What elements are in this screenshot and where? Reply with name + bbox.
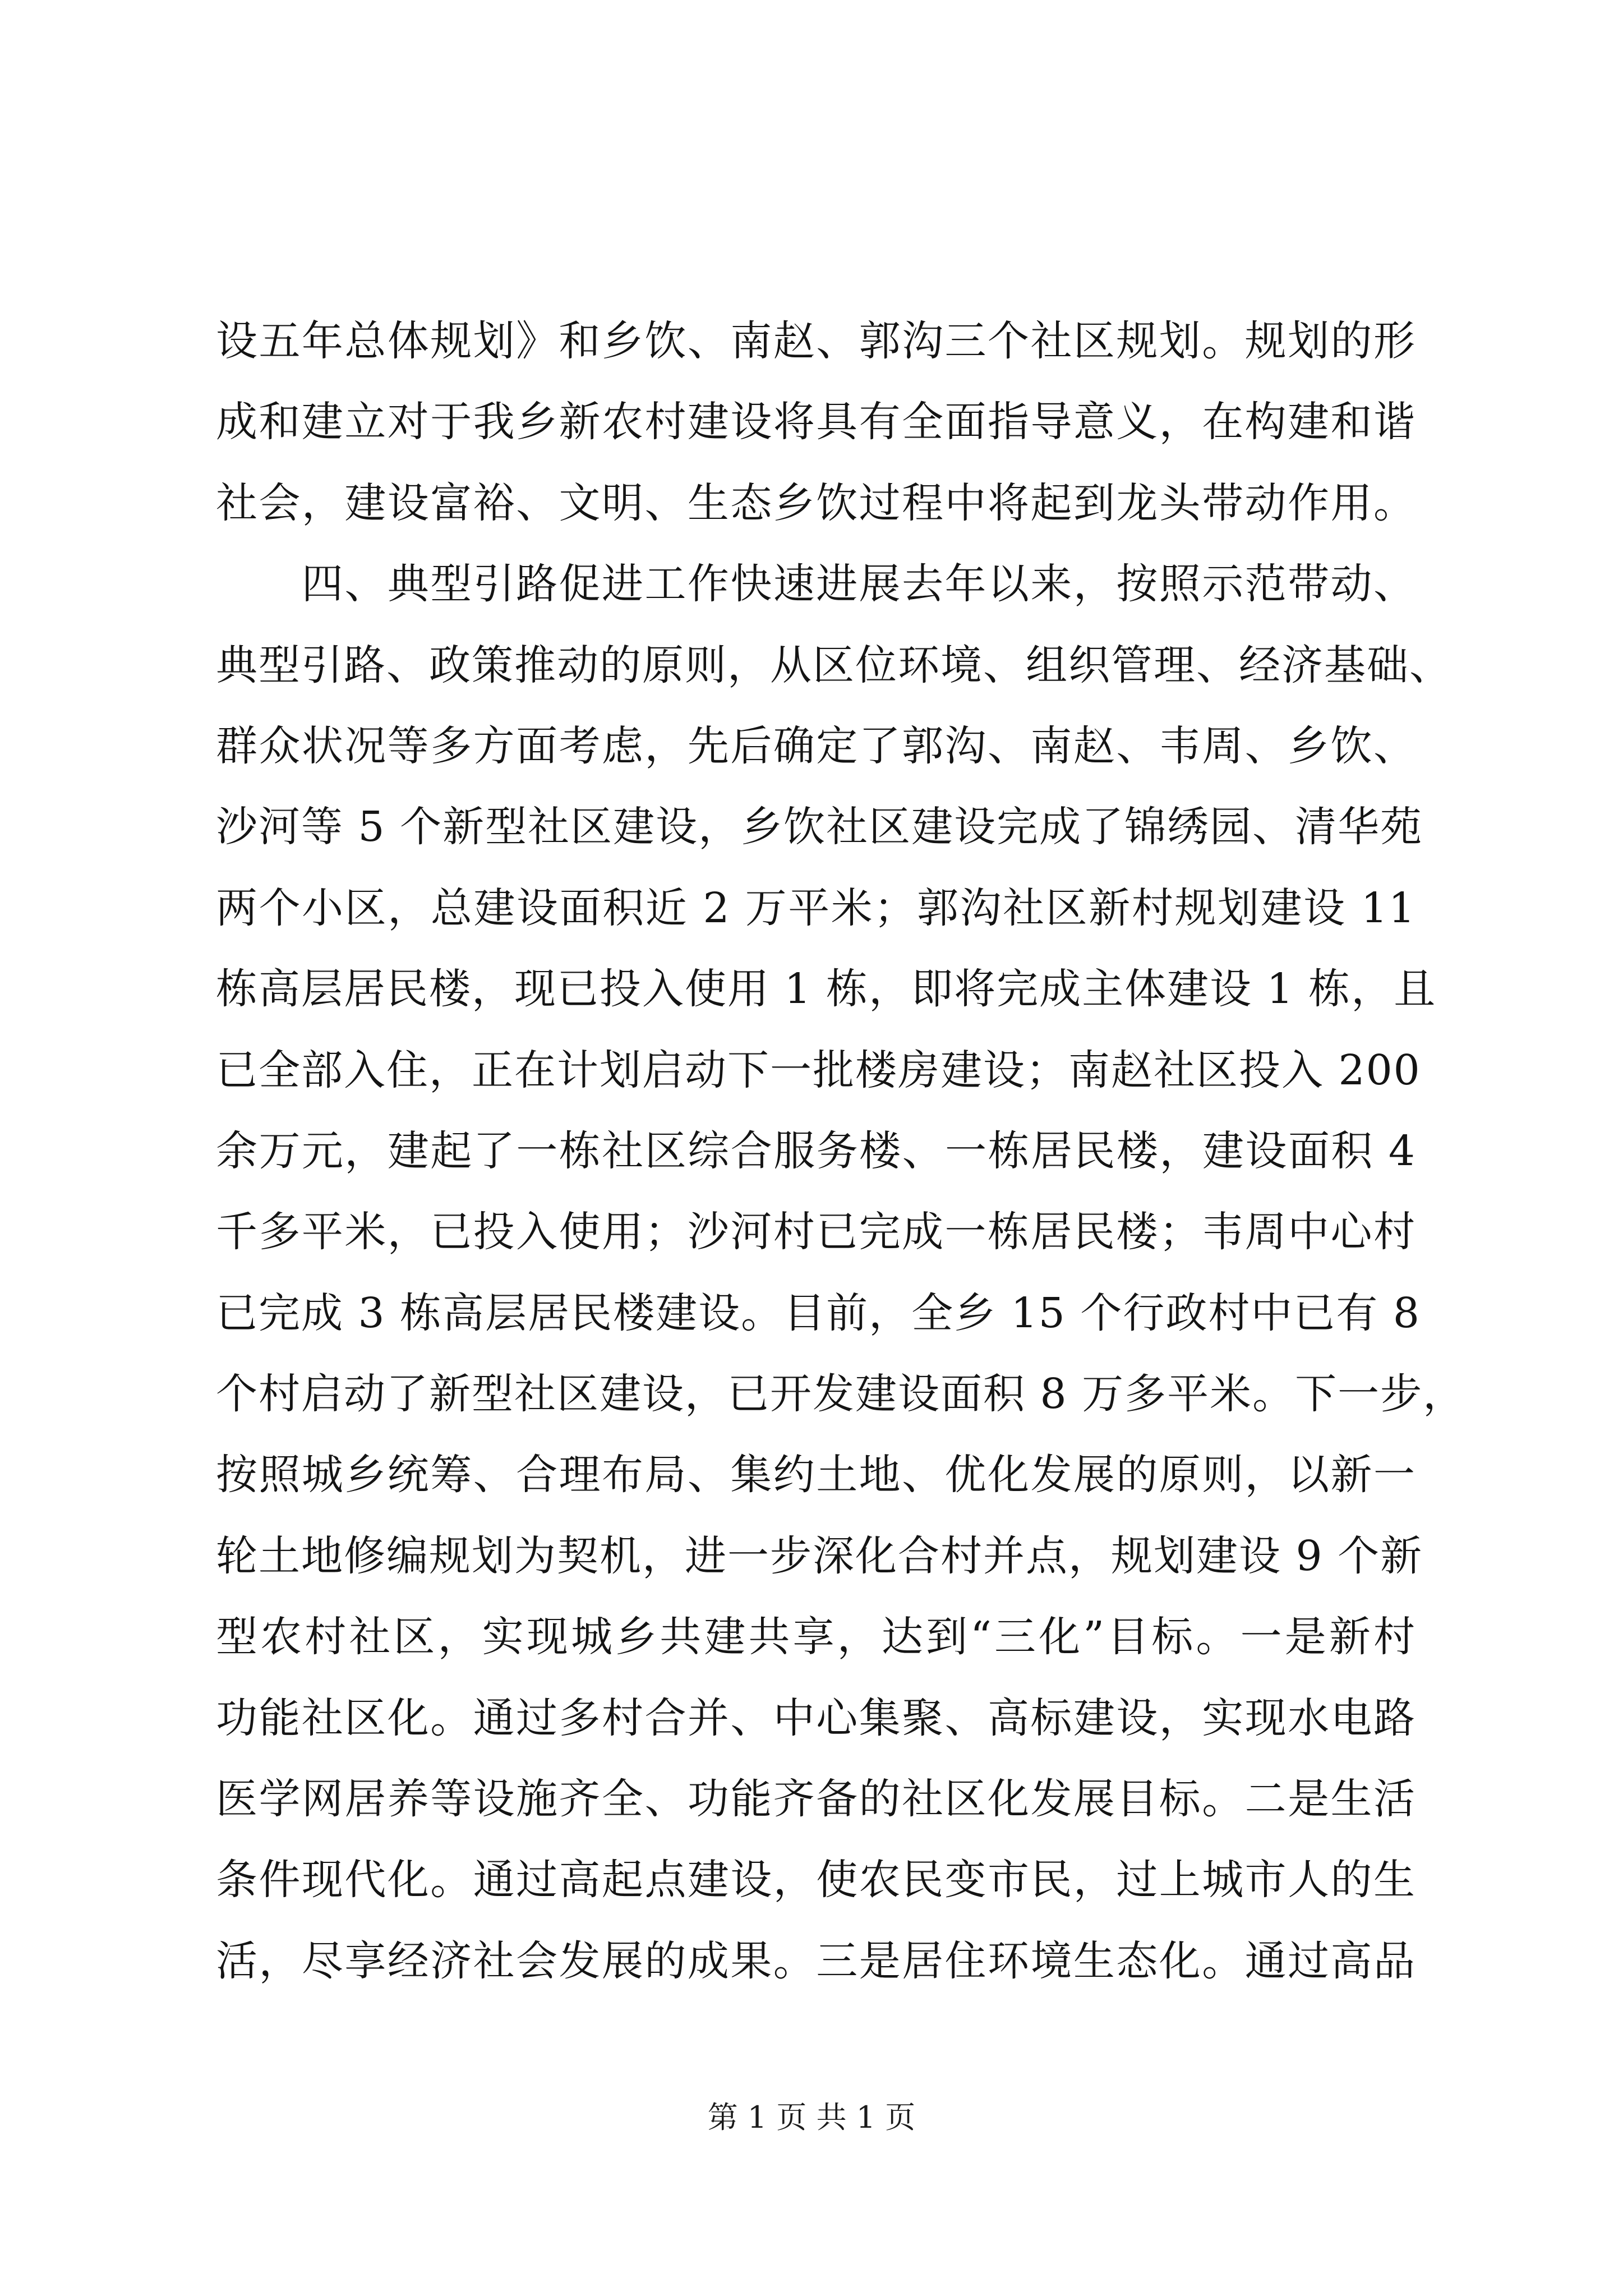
text-line: 个村启动了新型社区建设，已开发建设面积 8 万多平米。下一步，: [216, 1370, 1466, 1419]
text-line: 千多平米，已投入使用；沙河村已完成一栋居民楼；韦周中心村: [216, 1208, 1416, 1257]
text-line: 社会，建设富裕、文明、生态乡饮过程中将起到龙头带动作用。: [216, 478, 1416, 527]
text-line: 典型引路、政策推动的原则，从区位环境、组织管理、经济基础、: [216, 641, 1452, 689]
text-line: 余万元，建起了一栋社区综合服务楼、一栋居民楼，建设面积 4: [216, 1126, 1416, 1175]
text-line: 条件现代化。通过高起点建设，使农民变市民，过上城市人的生: [216, 1856, 1416, 1904]
text-line: 设五年总体规划》和乡饮、南赵、郭沟三个社区规划。规划的形: [216, 317, 1416, 365]
text-line: 四、典型引路促进工作快速进展去年以来，按照示范带动、: [216, 560, 1416, 609]
text-line: 已全部入住，正在计划启动下一批楼房建设；南赵社区投入 200: [216, 1046, 1421, 1094]
page-footer: 第 1 页 共 1 页: [707, 2100, 916, 2135]
text-line: 功能社区化。通过多村合并、中心集聚、高标建设，实现水电路: [216, 1694, 1416, 1742]
text-line: 按照城乡统筹、合理布局、集约土地、优化发展的原则，以新一: [216, 1451, 1416, 1499]
text-line: 群众状况等多方面考虑，先后确定了郭沟、南赵、韦周、乡饮、: [216, 721, 1416, 770]
text-line: 医学网居养等设施齐全、功能齐备的社区化发展目标。二是生活: [216, 1775, 1416, 1824]
text-line: 活，尽享经济社会发展的成果。三是居住环境生态化。通过高品: [216, 1936, 1416, 1985]
body-text: [216, 301, 1466, 2001]
text-line: 轮土地修编规划为契机，进一步深化合村并点，规划建设 9 个新: [216, 1531, 1423, 1580]
text-line: 两个小区，总建设面积近 2 万平米；郭沟社区新村规划建设 11: [216, 884, 1416, 932]
text-line: 栋高层居民楼，现已投入使用 1 栋，即将完成主体建设 1 栋，且: [216, 965, 1437, 1014]
text-line: 成和建立对于我乡新农村建设将具有全面指导意义，在构建和谐: [216, 398, 1416, 447]
text-line: 沙河等 5 个新型社区建设，乡饮社区建设完成了锦绣园、清华苑: [216, 803, 1423, 852]
text-line: 已完成 3 栋高层居民楼建设。目前，全乡 15 个行政村中已有 8: [216, 1289, 1421, 1337]
text-line: 型农村社区，实现城乡共建共享，达到“三化”目标。一是新村: [216, 1613, 1416, 1662]
